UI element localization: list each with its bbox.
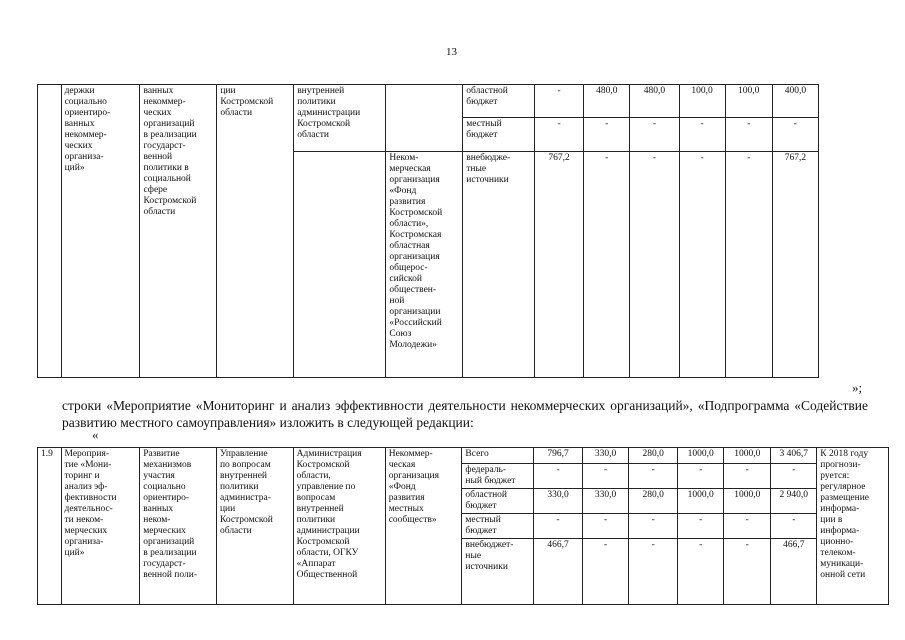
- value-cell: -: [772, 118, 818, 152]
- opening-quote: «: [92, 427, 99, 442]
- executor-cell: Администрация Костромской области, управление по вопросам внутренней политики администрации Костромской области, ОГКУ «Аппарат Общественной: [293, 448, 385, 605]
- value-cell: 100,0: [725, 85, 772, 118]
- value-cell: -: [771, 514, 817, 539]
- value-cell: -: [678, 464, 724, 489]
- value-cell: -: [724, 539, 771, 605]
- executor-cell: внутренней политики администрации Костромской области: [294, 85, 386, 152]
- value-cell: 796,7: [534, 448, 583, 464]
- value-cell: -: [583, 514, 629, 539]
- amendment-paragraph: строки «Мероприятие «Мониторинг и анализ эффективности деятельности некоммерческих организаций», «Подпрограмма «Содействие развитию местного самоуправления» изложить в следующей редакции:: [62, 398, 868, 430]
- value-cell: 100,0: [679, 85, 725, 118]
- value-cell: -: [725, 152, 772, 378]
- coordinator-cell: Управление по вопросам внутренней политики администра- ции Костромской области: [216, 448, 293, 605]
- value-cell: -: [629, 464, 678, 489]
- executor-cell-empty: [294, 152, 386, 378]
- value-cell: 480,0: [630, 85, 679, 118]
- expected-result-cell: К 2018 году прогнози- руется: регулярное размещение информа- ции в информа- ционно- телеком- муникаци- онной сети: [817, 448, 889, 605]
- value-cell: 330,0: [583, 448, 629, 464]
- value-cell: -: [535, 118, 584, 152]
- value-cell: -: [629, 539, 678, 605]
- funding-source-cell: местный бюджет: [463, 118, 535, 152]
- value-cell: -: [678, 539, 724, 605]
- value-cell: -: [679, 118, 725, 152]
- value-cell: 1000,0: [724, 489, 771, 514]
- coordinator-cell: ции Костромской области: [217, 85, 294, 378]
- value-cell: 280,0: [629, 448, 678, 464]
- value-cell: -: [725, 118, 772, 152]
- value-cell: -: [584, 118, 630, 152]
- value-cell: -: [724, 514, 771, 539]
- value-cell: 2 940,0: [771, 489, 817, 514]
- closing-quote: »;: [852, 380, 863, 395]
- value-cell: 466,7: [771, 539, 817, 605]
- funding-source-cell: федераль- ный бюджет: [462, 464, 534, 489]
- value-cell: 767,2: [772, 152, 818, 378]
- value-cell: -: [771, 464, 817, 489]
- value-cell: -: [679, 152, 725, 378]
- value-cell: 1000,0: [678, 448, 724, 464]
- value-cell: -: [678, 514, 724, 539]
- funding-source-cell: областной бюджет: [463, 85, 535, 118]
- value-cell: -: [583, 464, 629, 489]
- funding-source-cell: внебюджет- ные источники: [462, 539, 534, 605]
- funding-source-cell: местный бюджет: [462, 514, 534, 539]
- page-number: 13: [446, 46, 457, 58]
- partner-organization-cell: Неком- мерческая организация «Фонд развития Костромской области», Костромская областная организация общерос- сийской обществен- ной организации «Российский Союз Молодежи»: [386, 152, 463, 378]
- value-cell: -: [630, 152, 679, 378]
- funding-source-cell: областной бюджет: [462, 489, 534, 514]
- partner-cell-empty: [386, 85, 463, 152]
- value-cell: 3 406,7: [771, 448, 817, 464]
- value-cell: -: [724, 464, 771, 489]
- value-cell: 400,0: [772, 85, 818, 118]
- goal-cell: ванных некоммер- ческих организаций в реализации государст- венной политики в социальной сфере Костромской области: [140, 85, 217, 378]
- value-cell: 466,7: [534, 539, 583, 605]
- goal-cell: Развитие механизмов участия социально ориентиро- ванных неком- мерческих организаций в реализации государст- венной поли-: [140, 448, 217, 605]
- value-cell: -: [630, 118, 679, 152]
- value-cell: -: [534, 514, 583, 539]
- value-cell: 280,0: [629, 489, 678, 514]
- value-cell: -: [534, 464, 583, 489]
- top-table: [37, 84, 819, 378]
- bottom-table: [37, 447, 889, 605]
- value-cell: 1000,0: [678, 489, 724, 514]
- value-cell: -: [584, 152, 630, 378]
- row-number-cell: 1.9: [38, 448, 62, 605]
- funding-source-cell: Всего: [462, 448, 534, 464]
- funding-source-cell: внебюдже- тные источники: [463, 152, 535, 378]
- value-cell: 480,0: [584, 85, 630, 118]
- value-cell: 330,0: [534, 489, 583, 514]
- value-cell: 330,0: [583, 489, 629, 514]
- activity-name-cell: Мероприя- тие «Мони- торинг и анализ эф- фективности деятельнос- ти неком- мерческих организа- ций»: [61, 448, 140, 605]
- num-cell: [38, 85, 62, 378]
- value-cell: 1000,0: [724, 448, 771, 464]
- value-cell: -: [535, 85, 584, 118]
- partner-organization-cell: Некоммер- ческая организация «Фонд развития местных сообществ»: [385, 448, 462, 605]
- value-cell: -: [583, 539, 629, 605]
- value-cell: -: [629, 514, 678, 539]
- value-cell: 767,2: [535, 152, 584, 378]
- activity-name-cell: держки социально ориентиро- ванных некоммер- ческих организа- ций»: [61, 85, 140, 378]
